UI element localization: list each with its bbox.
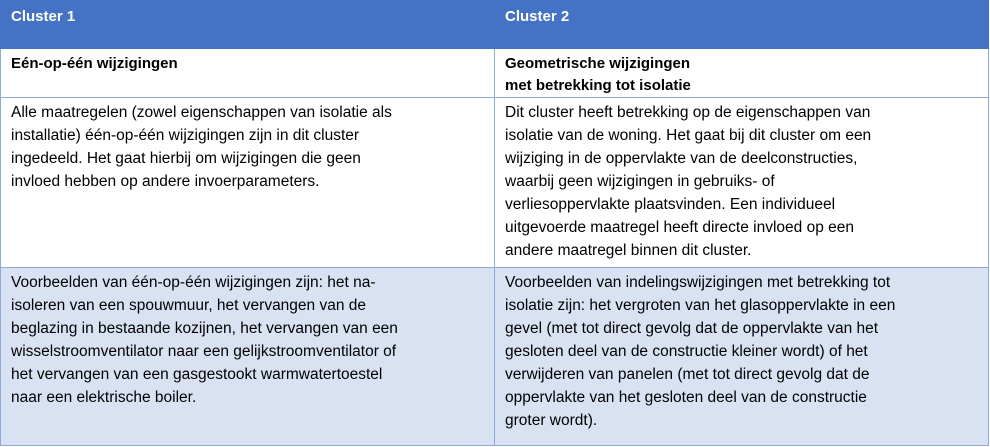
text-line: andere maatregel binnen dit cluster. (505, 242, 752, 259)
text-line: isolatie van de woning. Het gaat bij dit cluster om een (505, 127, 872, 144)
text-line: waarbij geen wijzigingen in gebruiks- of (505, 173, 775, 190)
text-line: verliesoppervlakte plaatsvinden. Een individueel (505, 196, 836, 213)
row-2-cluster-2 (495, 268, 989, 446)
text-line: naar een elektrische boiler. (11, 389, 197, 406)
text-line: gesloten deel van de constructie kleiner wordt) of het (505, 343, 868, 360)
text-line: oppervlakte van het gesloten deel van de constructie (505, 389, 867, 406)
row-2-cluster-1 (1, 268, 495, 446)
row-1-cluster-1 (1, 98, 495, 268)
text-line: gevel (met tot direct gevolg dat de oppervlakte van het (505, 320, 879, 337)
header-row (1, 1, 989, 49)
text-line: uitgevoerde maatregel heeft directe invloed op een (505, 219, 854, 236)
text-line: wisselstroomventilator naar een gelijkstroomventilator of (11, 343, 397, 360)
text-line: beglazing in bestaande kozijnen, het vervangen van een (11, 320, 398, 337)
subheader-line: Geometrische wijzigingen (505, 55, 691, 72)
text-line: Voorbeelden van één-op-één wijzigingen zijn: het na- (11, 274, 376, 291)
table-row (1, 268, 989, 446)
table-row (1, 98, 989, 268)
text-line: installatie) één-op-één wijzigingen zijn in dit cluster (11, 127, 360, 144)
text-line: verwijderen van panelen (met tot direct gevolg dat de (505, 366, 870, 383)
subheader-cluster-1 (1, 49, 495, 98)
text-line: groter wordt). (505, 412, 598, 429)
subheader-line: Eén-op-één wijzigingen (11, 55, 178, 72)
text-line: Dit cluster heeft betrekking op de eigenschappen van (505, 104, 871, 121)
text-line: Voorbeelden van indelingswijzigingen met betrekking tot (505, 274, 891, 291)
text-line: het vervangen van een gasgestookt warmwatertoestel (11, 366, 383, 383)
text-line: ingedeeld. Het gaat hierbij om wijzigingen die geen (11, 150, 361, 167)
subheader-line: met betrekking tot isolatie (505, 77, 691, 94)
text-line: wijziging in de oppervlakte van de deelconstructies, (505, 150, 858, 167)
text-line: Alle maatregelen (zowel eigenschappen van isolatie als (11, 104, 392, 121)
text-line: isolatie zijn: het vergroten van het glasoppervlakte in een (505, 297, 896, 314)
text-line: invloed hebben op andere invoerparameters. (11, 173, 320, 190)
row-1-cluster-2 (495, 98, 989, 268)
subheader-cluster-2 (495, 49, 989, 98)
header-cluster-1: Cluster 1 (1, 1, 495, 49)
subheader-row (1, 49, 989, 98)
text-line: isoleren van een spouwmuur, het vervangen van de (11, 297, 367, 314)
header-cluster-2: Cluster 2 (495, 1, 989, 49)
